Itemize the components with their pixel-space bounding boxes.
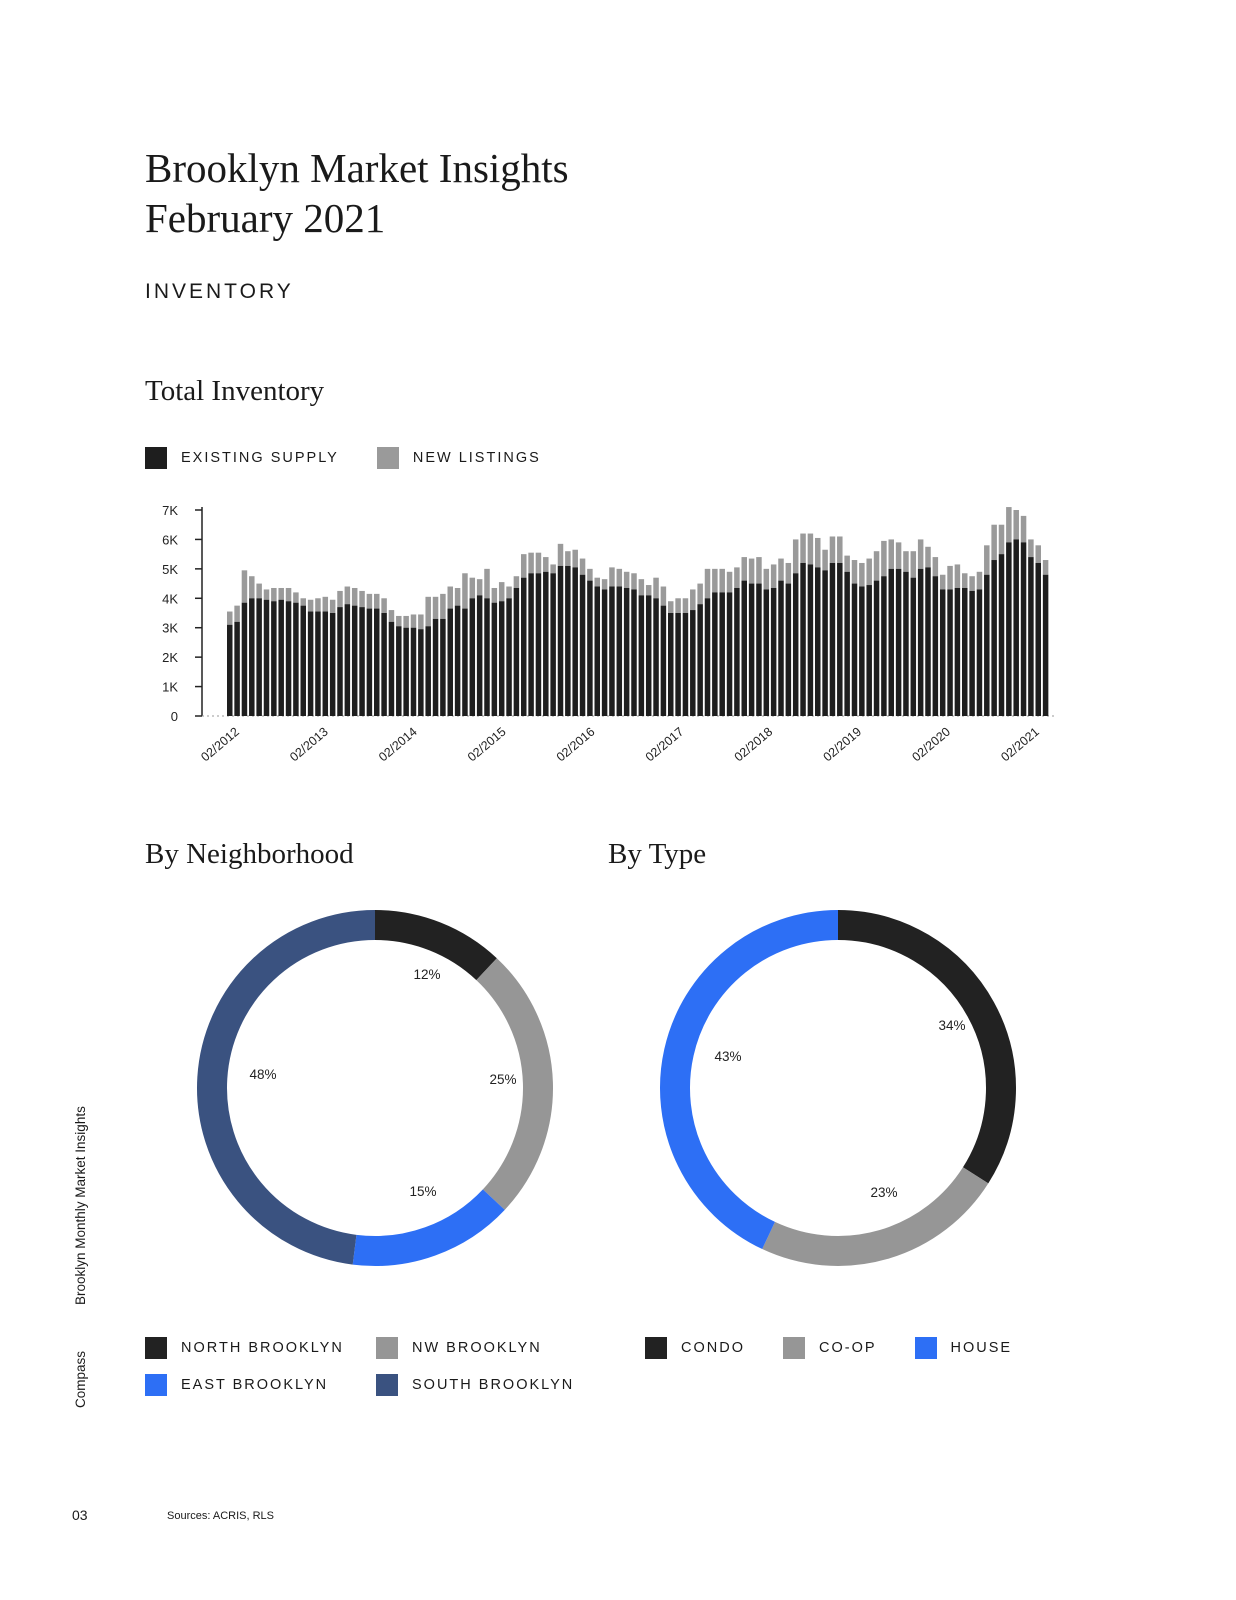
new-listings-bar (256, 584, 262, 599)
new-listings-bar (315, 598, 321, 611)
existing-supply-bar (999, 554, 1005, 716)
existing-supply-bar (719, 592, 725, 716)
page-number: 03 (72, 1507, 88, 1523)
new-listings-bar (367, 594, 373, 609)
existing-supply-bar (705, 598, 711, 716)
new-listings-bar (683, 598, 689, 613)
new-listings-bar (786, 563, 792, 584)
existing-supply-bar (499, 601, 505, 716)
existing-supply-bar (756, 584, 762, 716)
new-listings-bar (631, 573, 637, 589)
new-listings-bar (742, 557, 748, 581)
legend-coop-label: CO-OP (818, 1340, 877, 1356)
legend-new-listings-label: NEW LISTINGS (412, 450, 541, 466)
y-tick-label: 3K (162, 620, 178, 636)
new-listings-bar (844, 556, 850, 572)
x-tick-label: 02/2021 (998, 724, 1042, 765)
existing-supply-bar (425, 626, 431, 716)
existing-supply-bar (984, 575, 990, 716)
new-listings-bar (911, 551, 917, 577)
inventory-bar-chart (150, 495, 1080, 785)
new-listings-bar (374, 594, 380, 609)
existing-supply-bar (484, 598, 490, 716)
existing-supply-bar (242, 603, 248, 716)
existing-supply-bar (675, 613, 681, 716)
new-listings-bar (624, 572, 630, 588)
y-tick-label: 1K (162, 679, 178, 695)
existing-supply-bar (506, 598, 512, 716)
new-listings-bar (558, 544, 564, 566)
existing-supply-bar (837, 563, 843, 716)
existing-supply-bar (874, 581, 880, 716)
new-listings-bar (359, 591, 365, 607)
new-listings-bar (1013, 510, 1019, 539)
existing-supply-bar (271, 601, 277, 716)
existing-supply-bar (911, 578, 917, 716)
new-listings-bar (830, 536, 836, 562)
existing-supply-bar (278, 600, 284, 716)
existing-supply-bar (1021, 542, 1027, 716)
existing-supply-bar (345, 604, 351, 716)
existing-supply-bar (822, 570, 828, 716)
existing-supply-bar (955, 588, 961, 716)
existing-supply-bar (631, 589, 637, 716)
new-listings-bar (808, 534, 814, 565)
existing-supply-bar (859, 587, 865, 716)
existing-supply-bar (448, 609, 454, 716)
new-listings-bar (470, 578, 476, 599)
sidebar-brand: Compass (73, 1350, 88, 1408)
x-tick-label: 02/2019 (820, 724, 865, 765)
legend-nw-brooklyn (376, 1337, 542, 1359)
new-listings-bar (653, 578, 659, 599)
new-listings-bar (903, 551, 909, 572)
condo-swatch (645, 1337, 667, 1359)
new-listings-bar (330, 600, 336, 613)
existing-supply-bar (580, 575, 586, 716)
existing-supply-bar (308, 612, 314, 716)
existing-supply-bar (668, 613, 674, 716)
legend-east-brooklyn (145, 1374, 376, 1396)
existing-supply-bar (712, 592, 718, 716)
existing-supply-bar (293, 603, 299, 716)
existing-supply-bar (381, 613, 387, 716)
new-listings-bar (756, 557, 762, 583)
existing-supply-bar (470, 598, 476, 716)
y-tick-label: 5K (162, 561, 178, 577)
donut-slice-label: 34% (938, 1018, 966, 1033)
new-listings-bar (918, 539, 924, 568)
new-listings-bar (1036, 545, 1042, 563)
existing-supply-bar (617, 587, 623, 716)
new-listings-bar (440, 594, 446, 619)
existing-supply-bar (558, 566, 564, 716)
existing-supply-bar (315, 612, 321, 716)
existing-supply-bar (286, 601, 292, 716)
existing-supply-bar (940, 589, 946, 716)
new-listings-bar (308, 600, 314, 612)
new-listings-bar (793, 539, 799, 573)
new-listings-bar (286, 588, 292, 601)
legend-house-label: HOUSE (950, 1340, 1013, 1356)
new-listings-bar (595, 578, 601, 587)
new-listings-bar (1006, 507, 1012, 542)
existing-supply-bar (565, 566, 571, 716)
existing-supply-bar (962, 588, 968, 716)
legend-north-brooklyn-label: NORTH BROOKLYN (181, 1340, 344, 1356)
new-listings-bar (418, 614, 424, 629)
donut-slice (375, 925, 487, 969)
legend-north-brooklyn (145, 1337, 376, 1359)
new-listings-bar (477, 579, 483, 595)
existing-supply-bar (889, 569, 895, 716)
existing-supply-bar (455, 606, 461, 716)
new-listings-bar (947, 566, 953, 590)
existing-supply-bar (323, 612, 329, 716)
neighborhood-legend-row-2 (145, 1374, 574, 1396)
new-listings-bar (433, 597, 439, 619)
existing-supply-bar (771, 588, 777, 716)
existing-supply-bar (374, 609, 380, 716)
new-listings-bar (543, 557, 549, 572)
y-tick-label: 0 (170, 709, 178, 724)
inventory-legend (145, 447, 541, 469)
new-listings-bar (293, 592, 299, 602)
new-listings-bar (697, 584, 703, 605)
existing-supply-bar (896, 569, 902, 716)
neighborhood-legend-row-1 (145, 1337, 542, 1359)
existing-supply-bar (227, 625, 233, 716)
new-listings-bar (602, 579, 608, 589)
new-listings-bar (381, 598, 387, 613)
new-listings-bar (1043, 560, 1049, 575)
new-listings-bar (345, 587, 351, 605)
new-listings-bar (933, 557, 939, 576)
new-listings-bar (675, 598, 681, 613)
donut-slice-label: 25% (489, 1072, 517, 1087)
existing-supply-bar (396, 626, 402, 716)
new-listings-bar (639, 579, 645, 595)
east-brooklyn-swatch (145, 1374, 167, 1396)
legend-condo-label: CONDO (681, 1340, 745, 1356)
existing-supply-bar (367, 609, 373, 716)
existing-supply-bar (602, 589, 608, 716)
new-listings-bar (271, 588, 277, 601)
new-listings-bar (492, 588, 498, 603)
legend-south-brooklyn-label: SOUTH BROOKLYN (412, 1377, 575, 1393)
new-listings-bar (227, 612, 233, 625)
new-listings-bar (859, 563, 865, 587)
existing-supply-bar (249, 598, 255, 716)
y-tick-label: 4K (162, 591, 178, 607)
donut-slice (355, 1200, 494, 1251)
existing-supply-bar (514, 588, 520, 716)
new-listings-bar (587, 569, 593, 581)
existing-supply-bar (550, 573, 556, 716)
existing-supply-bar (925, 567, 931, 716)
legend-new-listings (377, 447, 541, 469)
house-swatch (915, 1337, 937, 1359)
new-listings-bar (484, 569, 490, 598)
new-listings-bar (734, 567, 740, 588)
existing-supply-bar (521, 578, 527, 716)
new-listings-bar (815, 538, 821, 567)
existing-supply-bar (977, 589, 983, 716)
new-listings-bar (896, 542, 902, 568)
existing-supply-bar (800, 563, 806, 716)
existing-supply-bar (1006, 542, 1012, 716)
new-listings-swatch (377, 447, 399, 469)
donut-slice (212, 925, 375, 1250)
existing-supply-bar (264, 600, 270, 716)
new-listings-bar (528, 553, 534, 574)
nw-brooklyn-swatch (376, 1337, 398, 1359)
new-listings-bar (617, 569, 623, 587)
existing-supply-bar (1013, 539, 1019, 716)
coop-swatch (783, 1337, 805, 1359)
new-listings-bar (499, 582, 505, 601)
existing-supply-bar (742, 581, 748, 716)
donut-slice (838, 925, 1001, 1175)
new-listings-bar (690, 589, 696, 610)
new-listings-bar (337, 591, 343, 607)
existing-supply-bar (947, 589, 953, 716)
x-tick-label: 02/2018 (731, 724, 776, 765)
existing-supply-bar (234, 622, 240, 716)
new-listings-bar (403, 616, 409, 628)
legend-south-brooklyn (376, 1374, 574, 1396)
new-listings-bar (955, 564, 961, 588)
x-tick-label: 02/2017 (642, 724, 687, 765)
existing-supply-bar (734, 588, 740, 716)
existing-supply-bar (918, 569, 924, 716)
new-listings-bar (455, 588, 461, 606)
new-listings-bar (925, 547, 931, 568)
existing-supply-bar (609, 587, 615, 716)
x-tick-label: 02/2014 (376, 724, 420, 765)
legend-coop (783, 1337, 877, 1359)
new-listings-bar (396, 616, 402, 626)
existing-supply-bar (595, 587, 601, 716)
existing-supply-bar (433, 619, 439, 716)
new-listings-bar (646, 585, 652, 595)
existing-supply-swatch (145, 447, 167, 469)
existing-supply-bar (1036, 563, 1042, 716)
existing-supply-bar (683, 613, 689, 716)
existing-supply-bar (969, 591, 975, 716)
existing-supply-bar (697, 604, 703, 716)
neighborhood-donut-chart (195, 908, 555, 1268)
existing-supply-bar (991, 560, 997, 716)
donut-slice-label: 48% (249, 1067, 277, 1082)
title-line-2: February 2021 (145, 195, 386, 241)
type-legend (645, 1337, 1012, 1359)
x-tick-label: 02/2016 (553, 724, 598, 765)
new-listings-bar (749, 559, 755, 584)
existing-supply-bar (764, 589, 770, 716)
new-listings-bar (249, 576, 255, 598)
new-listings-bar (411, 614, 417, 627)
legend-house (915, 1337, 1013, 1359)
existing-supply-bar (359, 607, 365, 716)
existing-supply-bar (256, 598, 262, 716)
existing-supply-bar (624, 588, 630, 716)
existing-supply-bar (1043, 575, 1049, 716)
new-listings-bar (242, 570, 248, 602)
existing-supply-bar (462, 609, 468, 716)
existing-supply-bar (793, 573, 799, 716)
new-listings-bar (572, 550, 578, 568)
existing-supply-bar (543, 572, 549, 716)
existing-supply-bar (903, 572, 909, 716)
new-listings-bar (727, 572, 733, 593)
type-chart-title: By Type (608, 838, 707, 870)
new-listings-bar (800, 534, 806, 563)
y-tick-label: 2K (162, 650, 178, 666)
new-listings-bar (278, 588, 284, 600)
existing-supply-bar (477, 595, 483, 716)
new-listings-bar (866, 559, 872, 585)
existing-supply-bar (646, 595, 652, 716)
new-listings-bar (462, 573, 468, 608)
new-listings-bar (822, 550, 828, 571)
existing-supply-bar (572, 567, 578, 716)
existing-supply-bar (301, 606, 307, 716)
new-listings-bar (889, 539, 895, 568)
new-listings-bar (874, 551, 880, 580)
existing-supply-bar (403, 628, 409, 716)
x-tick-label: 02/2013 (287, 724, 331, 765)
existing-supply-bar (389, 622, 395, 716)
new-listings-bar (969, 576, 975, 591)
existing-supply-bar (492, 603, 498, 716)
new-listings-bar (778, 559, 784, 581)
existing-supply-bar (440, 619, 446, 716)
new-listings-bar (881, 541, 887, 576)
existing-supply-bar (933, 576, 939, 716)
existing-supply-bar (661, 606, 667, 716)
y-tick-label: 6K (162, 532, 178, 548)
existing-supply-bar (852, 584, 858, 716)
donut-slice (675, 925, 838, 1235)
new-listings-bar (609, 567, 615, 586)
existing-supply-bar (749, 584, 755, 716)
existing-supply-bar (808, 564, 814, 716)
section-heading: INVENTORY (145, 280, 294, 303)
new-listings-bar (389, 610, 395, 622)
new-listings-bar (301, 598, 307, 605)
existing-supply-bar (690, 610, 696, 716)
new-listings-bar (712, 569, 718, 593)
x-tick-label: 02/2015 (464, 724, 509, 765)
donut-slice-label: 43% (714, 1049, 742, 1064)
new-listings-bar (962, 573, 968, 588)
existing-supply-bar (1028, 557, 1034, 716)
donut-slice-label: 15% (409, 1184, 437, 1199)
legend-existing-supply (145, 447, 339, 469)
y-tick-label: 7K (162, 503, 178, 518)
existing-supply-bar (881, 576, 887, 716)
new-listings-bar (536, 553, 542, 574)
existing-supply-bar (639, 595, 645, 716)
new-listings-bar (565, 551, 571, 566)
new-listings-bar (580, 559, 586, 575)
legend-existing-supply-label: EXISTING SUPPLY (181, 450, 339, 466)
existing-supply-bar (352, 606, 358, 716)
existing-supply-bar (653, 598, 659, 716)
north-brooklyn-swatch (145, 1337, 167, 1359)
new-listings-bar (514, 576, 520, 588)
new-listings-bar (425, 597, 431, 626)
new-listings-bar (764, 569, 770, 590)
new-listings-bar (771, 564, 777, 588)
legend-condo (645, 1337, 745, 1359)
existing-supply-bar (866, 585, 872, 716)
legend-nw-brooklyn-label: NW BROOKLYN (412, 1340, 542, 1356)
existing-supply-bar (418, 629, 424, 716)
new-listings-bar (352, 588, 358, 606)
sidebar-publication: Brooklyn Monthly Market Insights (73, 1106, 88, 1305)
inventory-chart-title: Total Inventory (145, 375, 325, 407)
new-listings-bar (661, 587, 667, 606)
new-listings-bar (977, 572, 983, 590)
new-listings-bar (1028, 539, 1034, 557)
page-title (145, 143, 569, 243)
new-listings-bar (984, 545, 990, 574)
x-tick-label: 02/2012 (198, 724, 242, 765)
new-listings-bar (719, 569, 725, 593)
south-brooklyn-swatch (376, 1374, 398, 1396)
existing-supply-bar (411, 628, 417, 716)
existing-supply-bar (815, 567, 821, 716)
new-listings-bar (550, 564, 556, 573)
existing-supply-bar (727, 592, 733, 716)
new-listings-bar (837, 536, 843, 562)
existing-supply-bar (536, 573, 542, 716)
existing-supply-bar (830, 563, 836, 716)
existing-supply-bar (330, 613, 336, 716)
new-listings-bar (940, 575, 946, 590)
x-tick-label: 02/2020 (909, 724, 954, 765)
type-donut-chart (658, 908, 1018, 1268)
existing-supply-bar (844, 572, 850, 716)
new-listings-bar (506, 587, 512, 599)
existing-supply-bar (587, 581, 593, 716)
donut-slice-label: 12% (413, 967, 441, 982)
new-listings-bar (323, 597, 329, 612)
new-listings-bar (521, 554, 527, 578)
neighborhood-chart-title: By Neighborhood (145, 838, 354, 870)
new-listings-bar (234, 606, 240, 622)
new-listings-bar (448, 587, 454, 609)
existing-supply-bar (778, 581, 784, 716)
existing-supply-bar (786, 584, 792, 716)
new-listings-bar (668, 601, 674, 613)
existing-supply-bar (528, 573, 534, 716)
sources-note: Sources: ACRIS, RLS (167, 1510, 274, 1522)
legend-east-brooklyn-label: EAST BROOKLYN (181, 1377, 329, 1393)
new-listings-bar (264, 589, 270, 599)
new-listings-bar (852, 560, 858, 584)
title-line-1: Brooklyn Market Insights (145, 145, 569, 191)
new-listings-bar (1021, 516, 1027, 542)
new-listings-bar (999, 525, 1005, 554)
new-listings-bar (705, 569, 711, 598)
donut-slice-label: 23% (870, 1185, 898, 1200)
existing-supply-bar (337, 607, 343, 716)
new-listings-bar (991, 525, 997, 560)
